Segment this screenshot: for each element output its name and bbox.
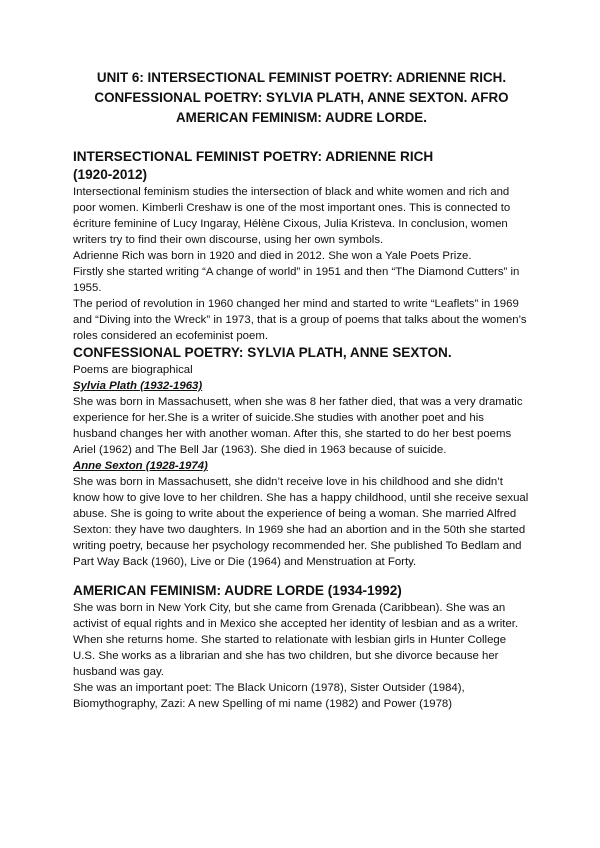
- paragraph: She was an important poet: The Black Unicorn (1978), Sister Outsider (1984), Biomythography, Zazi: A new Spelling of mi name (1982) and Power (1978): [73, 682, 465, 710]
- section-heading-lorde: AMERICAN FEMINISM: AUDRE LORDE (1934-1992): [73, 583, 402, 598]
- section-heading-rich-years: (1920-2012): [73, 167, 148, 182]
- paragraph: She was born in Massachusett, she didn’t receive love in his childhood and she didn’t know how to give love to her children. She has a happy childhood, until she receive sexual abuse. She is going to write about the experience of being a woman. She married Alfred Sexton: they have two daughters. In 1969 she had an abortion and in the 50th she started writing poetry, because her psychology recommended her. She published To Bedlam and Part Way Back (1960), Live or Die (1964) and Menstruation at Forty.: [73, 476, 529, 568]
- paragraph: Intersectional feminism studies the intersection of black and white women and rich and poor women. Kimberli Creshaw is one of the most important ones. This is connected to écriture feminine of Lucy Ingaray, Hélène Cixous, Julia Kristeva. In conclusion, women writers try to find their own discourse, using her own symbols.: [73, 186, 511, 246]
- title-line-2: CONFESSIONAL POETRY: SYLVIA PLATH, ANNE SEXTON. AFRO: [94, 90, 509, 105]
- paragraph: She was born in New York City, but she came from Grenada (Caribbean). She was an activist of equal rights and in Mexico she accepted her identity of lesbian and as a writer.: [73, 602, 519, 630]
- paragraph: When she returns home. She started to relationate with lesbian girls in Hunter College U.S. She works as a librarian and she has two children, but she divorce because her husband was gay.: [73, 634, 507, 678]
- title-line-3: AMERICAN FEMINISM: AUDRE LORDE.: [176, 110, 427, 125]
- section-heading-confessional: CONFESSIONAL POETRY: SYLVIA PLATH, ANNE SEXTON.: [73, 345, 452, 360]
- paragraph: She was born in Massachusett, when she was 8 her father died, that was a very dramatic experience for her.She is a writer of suicide.She studies with another poet and his husband changes her with another woman. After this, she started to do her best poems Ariel (1962) and The Bell Jar (1963). She died in 1963 because of suicide.: [73, 396, 523, 456]
- paragraph: The period of revolution in 1960 changed her mind and started to write “Leaflets” in 1969 and “Diving into the Wreck” in 1973, that is a group of poems that talks about the women’s roles considered an ecofeminist poem.: [73, 298, 527, 342]
- section-intro: Poems are biographical: [73, 364, 193, 376]
- section-heading-rich: INTERSECTIONAL FEMINIST POETRY: ADRIENNE RICH: [73, 149, 434, 164]
- spacer: [73, 570, 530, 582]
- subheading-anne-sexton: Anne Sexton (1928-1974): [73, 460, 208, 472]
- section-audre-lorde: [73, 582, 530, 712]
- section-confessional-poetry: [73, 344, 530, 570]
- subheading-sylvia-plath: Sylvia Plath (1932-1963): [73, 380, 203, 392]
- section-adrienne-rich: [73, 148, 530, 344]
- paragraph: Firstly she started writing “A change of world” in 1951 and then “The Diamond Cutters” in 1955.: [73, 266, 520, 294]
- paragraph: Adrienne Rich was born in 1920 and died in 2012. She won a Yale Poets Prize.: [73, 250, 472, 262]
- unit-title: [73, 68, 530, 128]
- title-line-1: UNIT 6: INTERSECTIONAL FEMINIST POETRY: ADRIENNE RICH.: [96, 70, 507, 85]
